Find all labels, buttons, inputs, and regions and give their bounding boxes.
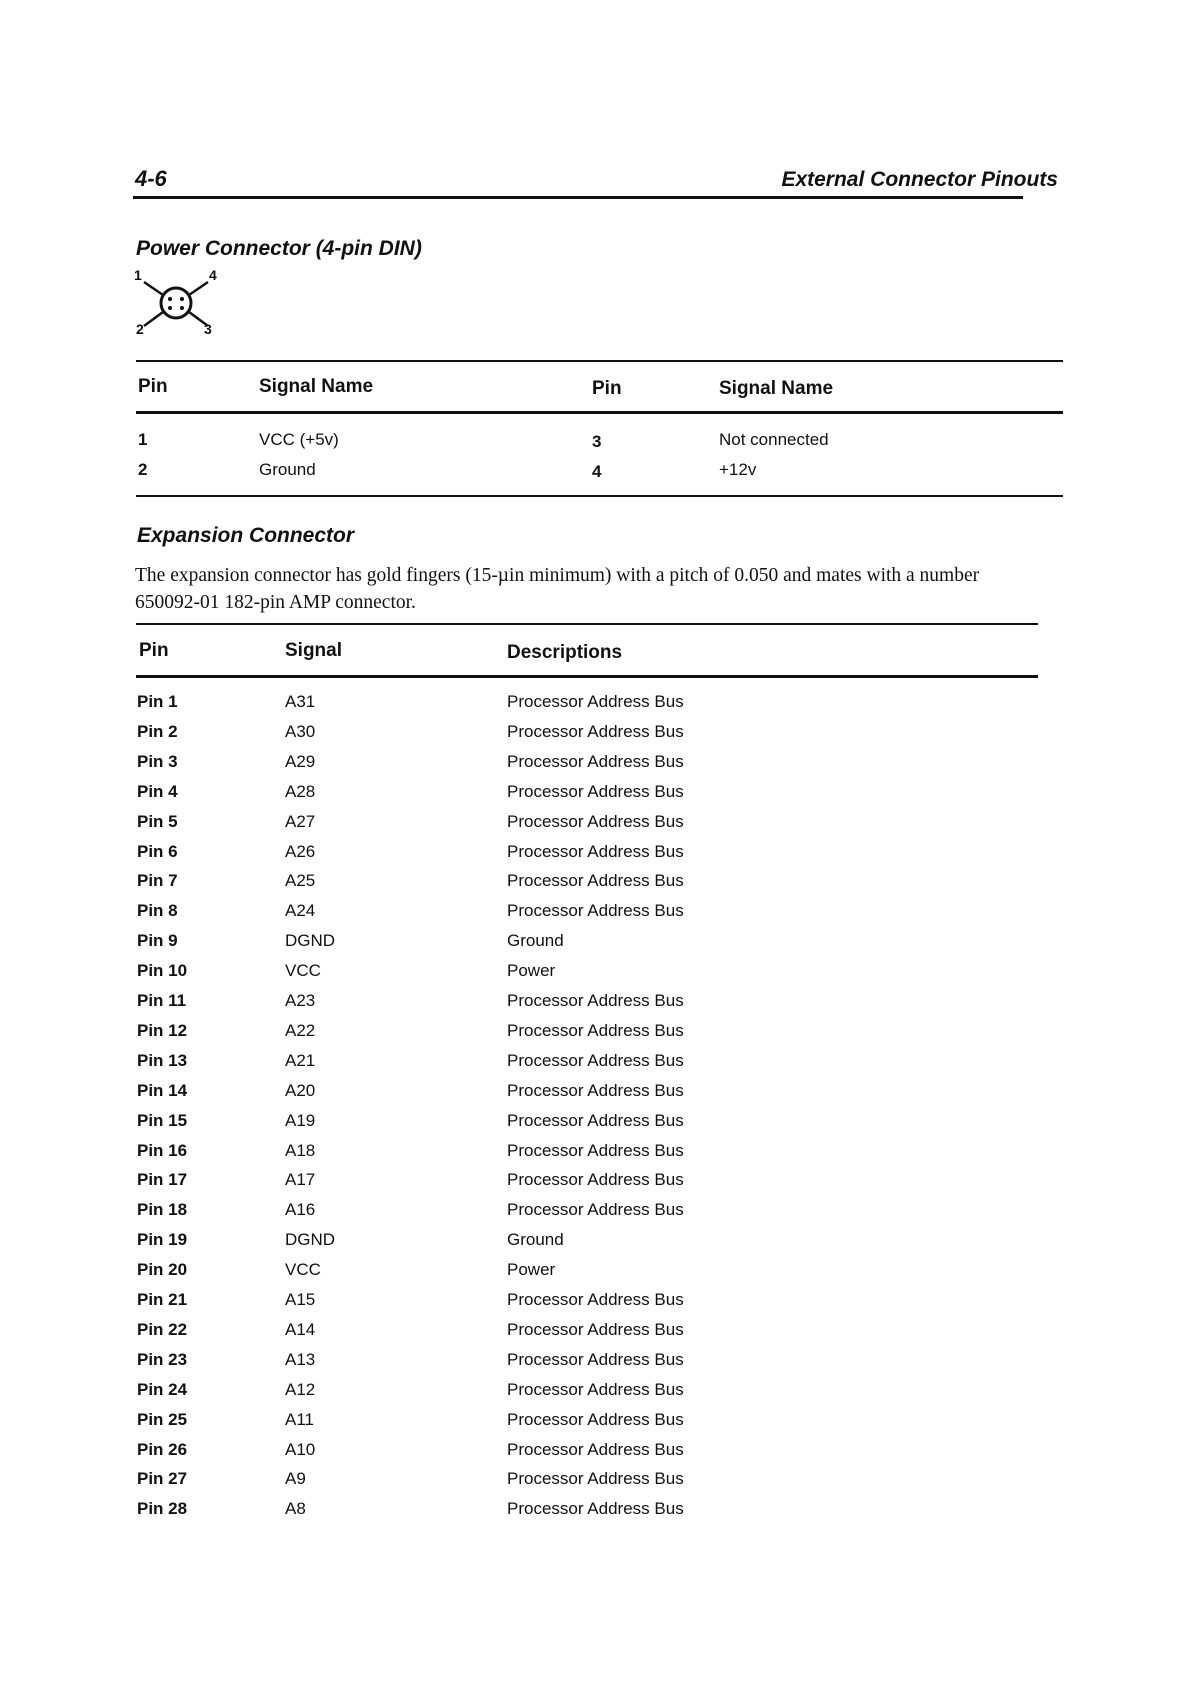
table-row <box>137 812 1037 842</box>
din-pin-label-3: 3 <box>204 321 212 337</box>
din-pin-label-2: 2 <box>136 321 144 337</box>
table-row <box>137 842 1037 872</box>
expansion-connector-title: Expansion Connector <box>137 524 355 547</box>
pin-cell: Pin 11 <box>137 991 187 1010</box>
pin-cell: Pin 6 <box>137 841 178 861</box>
description-cell: Processor Address Bus <box>507 692 684 711</box>
power-row-signal: VCC (+5v) <box>259 430 339 449</box>
description-cell: Processor Address Bus <box>507 1379 684 1399</box>
signal-cell: A15 <box>285 1290 316 1309</box>
description-cell: Processor Address Bus <box>507 841 684 861</box>
pin-cell: Pin 5 <box>137 811 178 831</box>
power-row-pin: 3 <box>592 432 602 451</box>
pin-cell: Pin 14 <box>137 1080 188 1100</box>
signal-cell: A22 <box>285 1020 316 1040</box>
description-cell: Processor Address Bus <box>507 1469 684 1489</box>
signal-cell: A10 <box>285 1439 316 1459</box>
signal-cell: A30 <box>285 721 316 741</box>
description-cell: Power <box>507 961 556 981</box>
pin-cell: Pin 24 <box>137 1379 188 1399</box>
signal-cell: VCC <box>285 961 321 981</box>
signal-cell: A31 <box>285 692 316 711</box>
pin-cell: Pin 10 <box>137 961 188 981</box>
description-cell: Processor Address Bus <box>507 1290 684 1309</box>
table-row <box>137 1440 1037 1470</box>
description-cell: Processor Address Bus <box>507 1409 684 1429</box>
signal-cell: A29 <box>285 751 316 771</box>
description-cell: Processor Address Bus <box>507 1439 684 1459</box>
power-col-pin-b: Pin <box>592 378 622 399</box>
page-number: 4-6 <box>135 166 167 191</box>
table-row <box>137 782 1037 812</box>
din-pin-label-4: 4 <box>209 267 217 283</box>
pin-cell: Pin 1 <box>137 692 178 711</box>
signal-cell: A28 <box>285 781 316 801</box>
power-row-signal: +12v <box>719 460 757 479</box>
signal-cell: A11 <box>285 1409 314 1429</box>
pin-cell: Pin 13 <box>137 1050 188 1070</box>
pin-cell: Pin 23 <box>137 1349 188 1369</box>
pin-cell: Pin 8 <box>137 901 178 921</box>
pin-cell: Pin 4 <box>137 781 178 801</box>
table-row <box>137 1260 1037 1290</box>
header-divider <box>133 196 1023 199</box>
power-col-signal-name-b: Signal Name <box>719 378 834 399</box>
table-row <box>137 1410 1037 1440</box>
description-cell: Processor Address Bus <box>507 1110 684 1130</box>
description-cell: Processor Address Bus <box>507 871 684 891</box>
table-row <box>137 1499 1037 1529</box>
table-row <box>137 1111 1037 1141</box>
din-pin-label-1: 1 <box>134 267 142 283</box>
description-cell: Ground <box>507 931 564 951</box>
pin-cell: Pin 3 <box>137 751 178 771</box>
description-cell: Processor Address Bus <box>507 901 684 921</box>
signal-cell: A19 <box>285 1110 316 1130</box>
description-cell: Processor Address Bus <box>507 751 684 771</box>
expansion-col-descriptions: Descriptions <box>507 642 623 663</box>
signal-cell: DGND <box>285 1230 336 1250</box>
power-row-pin: 1 <box>138 430 148 449</box>
signal-cell: A9 <box>285 1469 306 1489</box>
description-cell: Processor Address Bus <box>507 1140 684 1160</box>
signal-cell: A26 <box>285 841 316 861</box>
description-cell: Processor Address Bus <box>507 1349 684 1369</box>
signal-cell: A21 <box>285 1050 316 1070</box>
power-row-pin: 2 <box>138 460 148 479</box>
description-cell: Processor Address Bus <box>507 1020 684 1040</box>
table-row <box>137 752 1037 782</box>
table-row <box>137 1200 1037 1230</box>
din-connector-diagram <box>134 267 224 341</box>
table-row <box>137 1290 1037 1320</box>
table-row <box>137 1051 1037 1081</box>
description-cell: Processor Address Bus <box>507 721 684 741</box>
power-col-signal-name-a: Signal Name <box>259 376 374 397</box>
description-cell: Processor Address Bus <box>507 781 684 801</box>
description-cell: Processor Address Bus <box>507 811 684 831</box>
table-row <box>137 931 1037 961</box>
description-cell: Processor Address Bus <box>507 1050 684 1070</box>
power-table-bottom-rule <box>136 495 1063 497</box>
table-row <box>137 961 1037 991</box>
pin-cell: Pin 12 <box>137 1020 188 1040</box>
table-row <box>137 1380 1037 1410</box>
table-row <box>137 722 1037 752</box>
pin-cell: Pin 9 <box>137 931 178 951</box>
signal-cell: A24 <box>285 901 316 921</box>
power-table-top-rule <box>136 360 1063 362</box>
expansion-connector-description: The expansion connector has gold fingers (15-µin minimum) with a pitch of 0.050 and mates with a number 650092-01 182-pin AMP connector. <box>135 565 980 613</box>
pin-cell: Pin 2 <box>137 721 178 741</box>
signal-cell: A12 <box>285 1379 316 1399</box>
signal-cell: A14 <box>285 1319 316 1339</box>
expansion-table-header-rule <box>136 675 1038 678</box>
pin-cell: Pin 28 <box>137 1499 188 1519</box>
table-row <box>137 1350 1037 1380</box>
pin-cell: Pin 25 <box>137 1409 188 1429</box>
pin-cell: Pin 20 <box>137 1260 188 1280</box>
table-row <box>137 871 1037 901</box>
table-row <box>137 1021 1037 1051</box>
signal-cell: A8 <box>285 1499 306 1519</box>
table-row <box>137 1469 1037 1499</box>
pin-cell: Pin 16 <box>137 1140 188 1160</box>
expansion-col-signal: Signal <box>285 640 343 661</box>
table-row <box>137 1141 1037 1171</box>
power-row-signal: Ground <box>259 460 316 479</box>
pin-cell: Pin 26 <box>137 1439 188 1459</box>
description-cell: Processor Address Bus <box>507 1499 684 1519</box>
power-connector-title: Power Connector (4-pin DIN) <box>136 237 422 260</box>
pin-cell: Pin 15 <box>137 1110 188 1130</box>
table-row <box>137 1170 1037 1200</box>
signal-cell: A18 <box>285 1140 316 1160</box>
pin-cell: Pin 22 <box>137 1319 188 1339</box>
pin-cell: Pin 7 <box>137 871 178 891</box>
table-row <box>137 991 1037 1021</box>
signal-cell: A27 <box>285 811 316 831</box>
description-cell: Processor Address Bus <box>507 991 684 1010</box>
description-cell: Ground <box>507 1230 564 1250</box>
expansion-table-top-rule <box>136 623 1038 625</box>
power-row-pin: 4 <box>592 462 602 481</box>
pin-cell: Pin 27 <box>137 1469 188 1489</box>
signal-cell: DGND <box>285 931 336 951</box>
table-row <box>137 1320 1037 1350</box>
pin-cell: Pin 17 <box>137 1170 188 1190</box>
signal-cell: A17 <box>285 1170 316 1190</box>
signal-cell: A23 <box>285 991 316 1010</box>
power-row-signal: Not connected <box>719 430 829 449</box>
table-row <box>137 1230 1037 1260</box>
pin-cell: Pin 18 <box>137 1200 188 1220</box>
pin-cell: Pin 19 <box>137 1230 188 1250</box>
signal-cell: A25 <box>285 871 316 891</box>
expansion-col-pin: Pin <box>139 640 169 661</box>
description-cell: Processor Address Bus <box>507 1170 684 1190</box>
signal-cell: A16 <box>285 1200 316 1220</box>
description-cell: Processor Address Bus <box>507 1080 684 1100</box>
signal-cell: A20 <box>285 1080 316 1100</box>
description-cell: Processor Address Bus <box>507 1200 684 1220</box>
power-col-pin-a: Pin <box>138 376 168 397</box>
table-row <box>137 1081 1037 1111</box>
power-table-header-rule <box>136 411 1063 414</box>
pin-cell: Pin 21 <box>137 1290 188 1309</box>
signal-cell: VCC <box>285 1260 321 1280</box>
header-title: External Connector Pinouts <box>781 168 1058 191</box>
table-row <box>137 692 1037 722</box>
description-cell: Processor Address Bus <box>507 1319 684 1339</box>
table-row <box>137 901 1037 931</box>
description-cell: Power <box>507 1260 556 1280</box>
signal-cell: A13 <box>285 1349 316 1369</box>
